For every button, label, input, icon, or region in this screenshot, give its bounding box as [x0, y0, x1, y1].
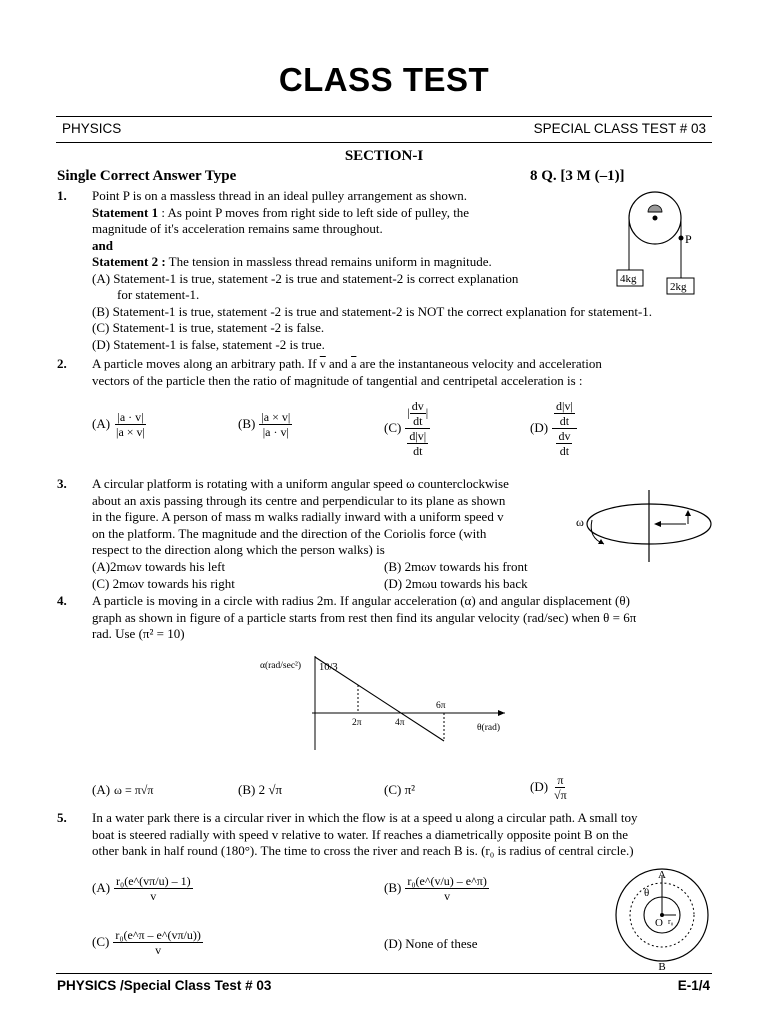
q2-line-1: A particle moves along an arbitrary path. If $\overline{v}$ and $\overline{a}$ are the instantaneous velocity and acceleration: [92, 356, 602, 371]
point-b-label: B: [658, 961, 666, 973]
circular-river-figure: [610, 862, 714, 974]
q5-line-2: boat is steered radially with speed v relative to water. If reaches a diametrically opposite point B on the: [92, 826, 629, 842]
q1-statement-2: Statement 2 : The tension in massless thread remains uniform in magnitude.: [92, 254, 492, 269]
question-5: [92, 810, 712, 860]
q3-number: 3.: [57, 476, 67, 491]
q4-option-a: (A) ω = π√π: [92, 782, 154, 797]
q1-option-d: (D) Statement-1 is false, statement -2 is true.: [92, 336, 325, 352]
test-name: SPECIAL CLASS TEST # 03: [533, 121, 706, 136]
y-axis-label: α(rad/sec²): [260, 661, 302, 671]
q2-number: 2.: [57, 356, 67, 371]
q5-line-1: In a water park there is a circular river in which the flow is at a speed u along a circular path. A small toy: [92, 810, 638, 825]
q5-option-b: (B) $\frac{\text{r₀(e\textasciicircum{}(v/u) – e\textasciicircum{}π)}}{v}$: [384, 874, 487, 903]
q1-statement-1: Statement 1 : As point P moves from right side to left side of pulley, the: [92, 204, 470, 220]
page-title: CLASS TEST: [278, 61, 490, 98]
q3-line-1: A circular platform is rotating with a uniform angular speed ω counterclockwise: [92, 476, 509, 491]
alpha-theta-graph: [250, 650, 520, 760]
footer-left: PHYSICS /Special Class Test # 03: [57, 978, 272, 993]
q2-option-c: (C) | $\frac{dv}{dt}$ | $\frac{d|v|}{dt}$: [384, 399, 429, 458]
q5-option-a: (A) $\frac{\text{r₀(e\textasciicircum{}(vπ/u) – 1)}}{v}$: [92, 874, 191, 903]
a-vector: $\overline{a}$: [351, 357, 357, 371]
x-axis-arrow: [498, 710, 505, 716]
alpha-theta-line: [315, 657, 444, 741]
q5-option-c: (C) $\frac{\text{r₀(e\textasciicircum{}π – e\textasciicircum{}(vπ/u))}}{v}$: [92, 928, 201, 957]
q1-option-a-cont: for statement-1.: [117, 287, 200, 302]
q4-option-c: (C) π²: [384, 782, 416, 797]
q4-number: 4.: [57, 593, 67, 608]
theta-label: θ: [644, 887, 650, 899]
q3-option-b: (B) 2mωv towards his front: [384, 559, 528, 574]
mass-2kg-label: 2kg: [670, 281, 687, 293]
q5-number: 5.: [57, 810, 67, 825]
pulley-clamp: [648, 205, 662, 212]
q3-line-4: on the platform. The magnitude and the direction of the Coriolis force (with: [92, 525, 487, 541]
question-4: [92, 593, 712, 643]
q2-option-a: (A) $\frac{|a \cdot v|}{|a \times v|}$: [92, 410, 145, 439]
q4-option-b: (B) 2 √π: [238, 782, 283, 797]
omega-label: ω: [576, 515, 584, 529]
omega-arrow: [591, 520, 604, 544]
y-tick-label: 10/3: [319, 662, 338, 673]
q4-line-3: rad. Use (π² = 10): [92, 626, 185, 641]
header-bottom-rule: [56, 142, 712, 143]
q4-option-d: (D) $\frac{\pi}{√\pi}$: [530, 773, 567, 802]
x-tick-2pi: 2π: [352, 718, 362, 728]
r0-label: r₀: [668, 917, 674, 926]
x-tick-4pi: 4π: [395, 718, 405, 728]
section-type: Single Correct Answer Type: [57, 168, 237, 184]
question-2: [92, 356, 712, 389]
q2-option-b: (B) $\frac{|a \times v|}{|a \cdot v|}$: [238, 410, 291, 439]
question-3: [92, 476, 572, 559]
center-o-label: O: [655, 917, 663, 929]
q3-line-5: respect to the direction along which the person walks) is: [92, 542, 385, 557]
q3-option-c: (C) 2mωv towards his right: [92, 576, 235, 591]
q1-number: 1.: [57, 188, 67, 203]
q4-line-1: A particle is moving in a circle with radius 2m. If angular acceleration (α) and angular displacement (θ): [92, 593, 630, 608]
rotating-platform-figure: [574, 486, 714, 566]
pulley-figure: [610, 190, 710, 302]
person-marker-head: [685, 510, 691, 516]
q3-line-2: about an axis passing through its centre and perpendicular to its plane as shown: [92, 492, 506, 508]
point-a-label: A: [658, 869, 666, 881]
q2-option-d: (D) $\frac{\frac{d|v|}{dt}}{\frac{dv}{dt}}$: [530, 399, 577, 458]
pulley-axle: [653, 216, 658, 221]
footer-rule: [56, 973, 712, 974]
subject-label: PHYSICS: [62, 121, 122, 136]
velocity-arrowhead: [654, 521, 661, 527]
footer-page: E-1/4: [677, 978, 710, 993]
header-top-rule: [56, 116, 712, 117]
section-marks: 8 Q. [3 M (–1)]: [530, 168, 625, 184]
q3-option-d: (D) 2mωu towards his back: [384, 576, 528, 591]
point-p: [679, 236, 684, 241]
x-axis-label: θ(rad): [477, 723, 501, 733]
q4-line-2: graph as shown in figure of a particle starts from rest then find its angular velocity (rad/sec) when θ = 6π: [92, 609, 637, 625]
q3-line-3: in the figure. A person of mass m walks radially inward with a uniform speed v: [92, 509, 504, 524]
section-title: SECTION-I: [344, 148, 424, 164]
q3-option-a: (A)2mωv towards his left: [92, 559, 226, 574]
v-vector: $\overline{v}$: [319, 357, 326, 371]
q1-option-c: (C) Statement-1 is true, statement -2 is false.: [92, 320, 325, 335]
q5-option-d: (D) None of these: [384, 936, 478, 951]
q1-and: and: [92, 237, 113, 253]
q1-statement-1-cont: magnitude of it's acceleration remains same throughout.: [92, 221, 383, 236]
x-tick-6pi: 6π: [436, 701, 446, 711]
point-p-label: P: [685, 232, 692, 246]
q5-line-3: other bank in half round (180°). The time to cross the river and reach B is. (r₀ is radius of central circle.): [92, 843, 634, 858]
q1-option-a: (A) Statement-1 is true, statement -2 is true and statement-2 is correct explanation: [92, 270, 519, 286]
q2-line-2: vectors of the particle then the ratio of magnitude of tangential and centripetal acceleration is :: [92, 372, 583, 388]
q1-option-b: (B) Statement-1 is true, statement -2 is true and statement-2 is NOT the correct explanation for statement-1.: [92, 303, 653, 319]
q1-intro: Point P is on a massless thread in an ideal pulley arrangement as shown.: [92, 188, 468, 203]
mass-4kg-label: 4kg: [620, 273, 637, 285]
